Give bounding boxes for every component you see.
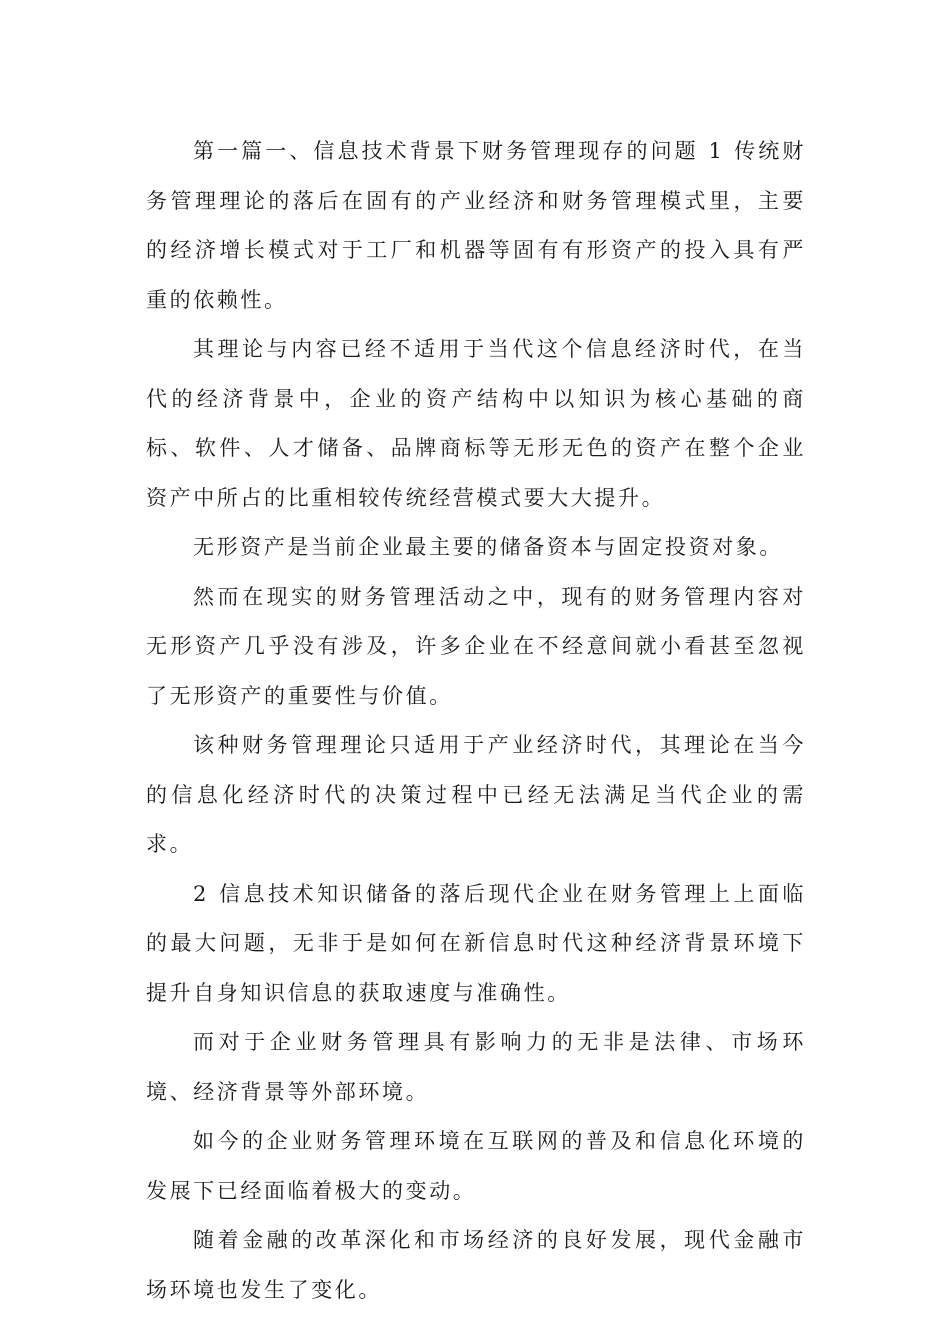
paragraph-9: 随着金融的改革深化和市场经济的良好发展，现代金融市场环境也发生了变化。 <box>146 1228 806 1302</box>
paragraph-7: 而对于企业财务管理具有影响力的无非是法律、市场环境、经济背景等外部环境。 <box>146 1030 806 1104</box>
paragraph-3: 无形资产是当前企业最主要的储备资本与固定投资对象。 <box>193 535 783 559</box>
paragraph-5: 该种财务管理理论只适用于产业经济时代，其理论在当今的信息化经济时代的决策过程中已经无法满足当代企业的需求。 <box>146 733 806 856</box>
paragraph-8: 如今的企业财务管理环境在互联网的普及和信息化环境的发展下已经面临着极大的变动。 <box>146 1129 806 1203</box>
document-body <box>146 127 806 1315</box>
paragraph-4: 然而在现实的财务管理活动之中，现有的财务管理内容对无形资产几乎没有涉及，许多企业在不经意间就小看甚至忽视了无形资产的重要性与价值。 <box>146 584 806 708</box>
paragraph-2: 其理论与内容已经不适用于当代这个信息经济时代，在当代的经济背景中，企业的资产结构中以知识为核心基础的商标、软件、人才储备、品牌商标等无形无色的资产在整个企业资产中所占的比重相较传统经营模式要大大提升。 <box>146 337 806 510</box>
paragraph-6: 2 信息技术知识储备的落后现代企业在财务管理上上面临的最大问题，无非于是如何在新信息时代这种经济背景环境下提升自身知识信息的获取速度与准确性。 <box>146 881 806 1005</box>
paragraph-1: 第一篇一、信息技术背景下财务管理现存的问题 1 传统财务管理理论的落后在固有的产业经济和财务管理模式里，主要的经济增长模式对于工厂和机器等固有有形资产的投入具有严重的依赖性。 <box>146 139 806 312</box>
